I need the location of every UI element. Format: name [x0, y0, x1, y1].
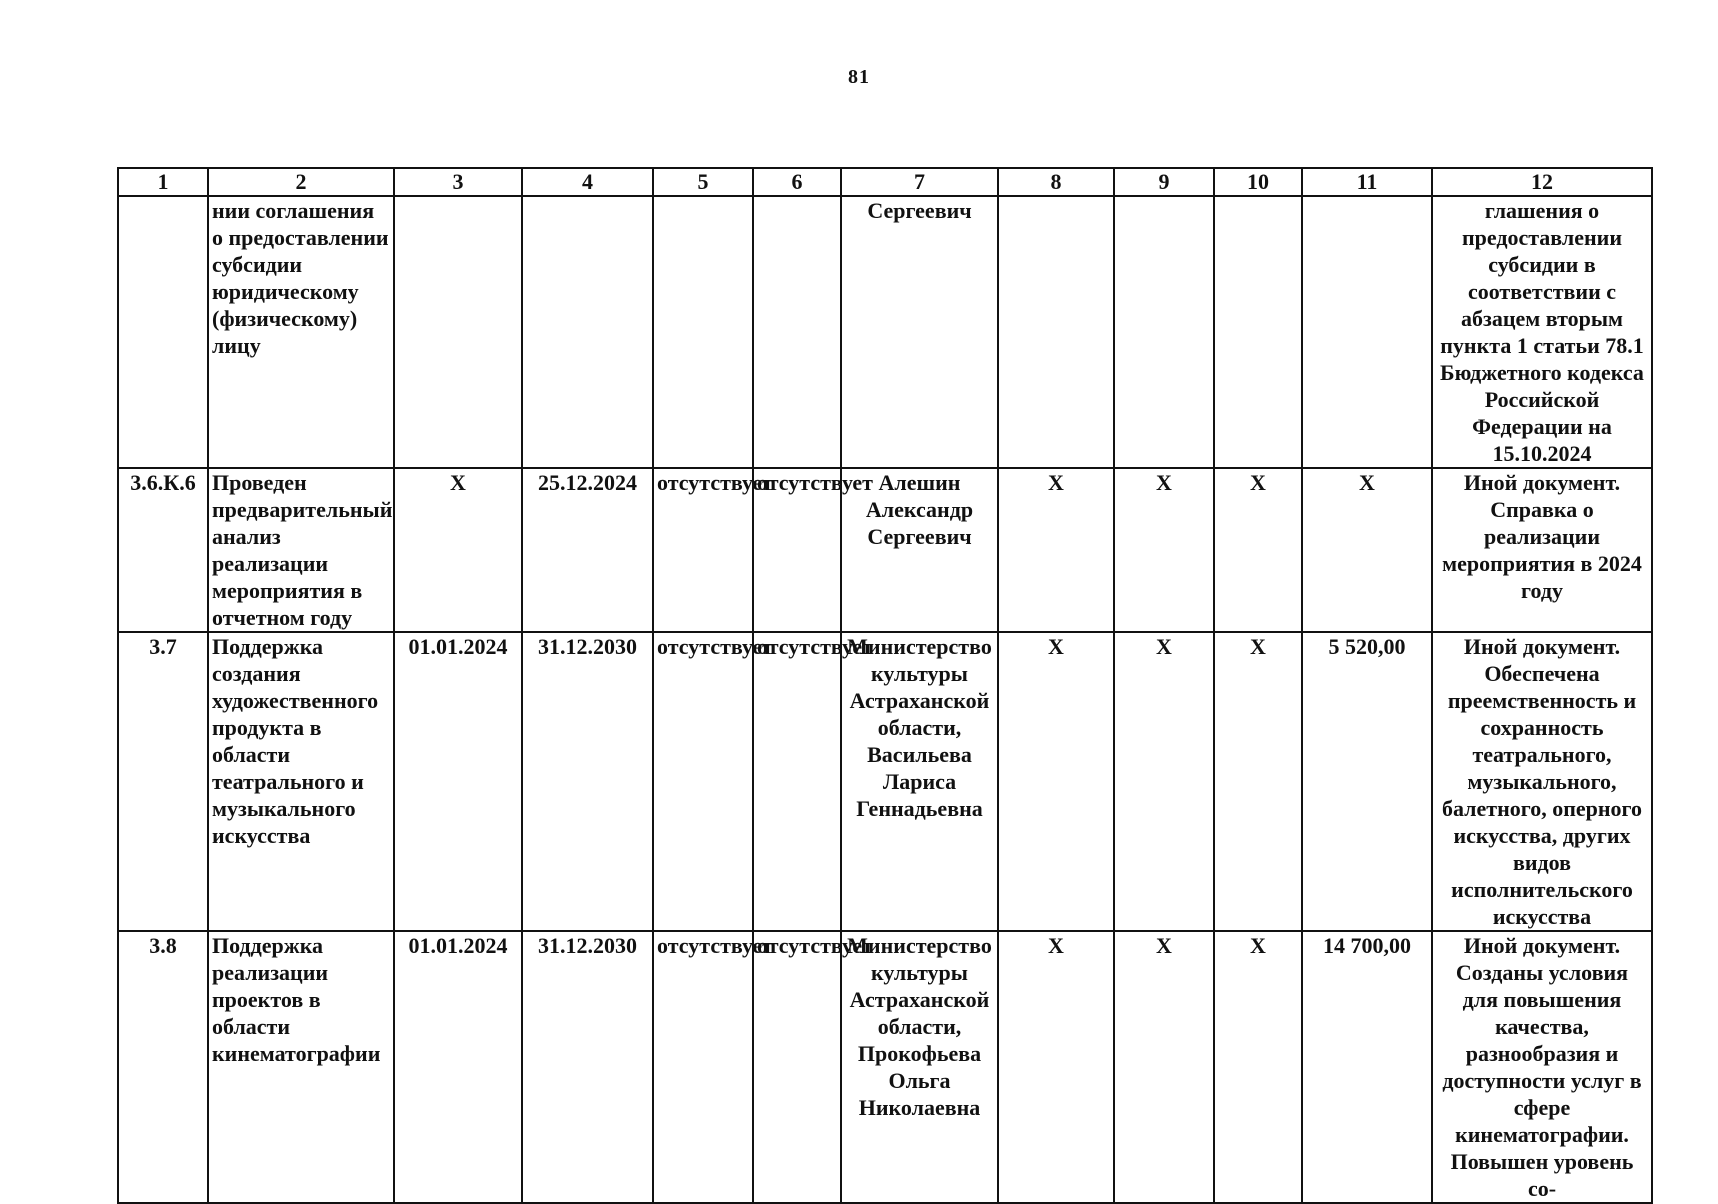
- document-cell: Иной документ. Созданы условия для повышения качества, разнообразия и доступности услуг в сфере кинематографии. Повышен уровень со-: [1432, 931, 1652, 1203]
- column-number: 3: [394, 168, 522, 196]
- column-number: 10: [1214, 168, 1302, 196]
- start-date-cell: [394, 196, 522, 468]
- column-number: 12: [1432, 168, 1652, 196]
- col9-cell: X: [1114, 931, 1214, 1203]
- activity-name-cell: нии соглашения о предоставлении субсидии юридическому (физическому) лицу: [208, 196, 394, 468]
- responsible-cell: Алешин Александр Сергеевич: [841, 468, 998, 632]
- col5-cell: [653, 196, 753, 468]
- activity-name-cell: Поддержка создания художественного продукта в области театрального и музыкального искусства: [208, 632, 394, 931]
- column-number: 4: [522, 168, 653, 196]
- page-number: 81: [848, 66, 870, 88]
- document-cell: глашения о предоставлении субсидии в соответствии с абзацем вторым пункта 1 статьи 78.1 Бюджетного кодекса Российской Федерации на 15.10.2024: [1432, 196, 1652, 468]
- start-date-cell: 01.01.2024: [394, 632, 522, 931]
- activities-table: [117, 167, 1653, 1204]
- col10-cell: [1214, 196, 1302, 468]
- col9-cell: X: [1114, 468, 1214, 632]
- responsible-cell: Сергеевич: [841, 196, 998, 468]
- end-date-cell: [522, 196, 653, 468]
- col6-cell: [753, 196, 841, 468]
- table-row: [118, 632, 1652, 931]
- amount-cell: 5 520,00: [1302, 632, 1432, 931]
- amount-cell: [1302, 196, 1432, 468]
- responsible-cell: Министерство культуры Астраханской области, Васильева Лариса Геннадьевна: [841, 632, 998, 931]
- col6-cell: отсутствует: [753, 931, 841, 1203]
- amount-cell: 14 700,00: [1302, 931, 1432, 1203]
- document-cell: Иной документ. Обеспечена преемственность и сохранность театрального, музыкального, балетного, оперного искусства, других видов исполнительского искусства: [1432, 632, 1652, 931]
- column-number: 5: [653, 168, 753, 196]
- col5-cell: отсутствует: [653, 931, 753, 1203]
- row-number-cell: 3.6.К.6: [118, 468, 208, 632]
- column-number: 11: [1302, 168, 1432, 196]
- table-row: [118, 468, 1652, 632]
- col10-cell: X: [1214, 931, 1302, 1203]
- column-number: 6: [753, 168, 841, 196]
- col6-cell: отсутствует: [753, 468, 841, 632]
- end-date-cell: 25.12.2024: [522, 468, 653, 632]
- col9-cell: [1114, 196, 1214, 468]
- start-date-cell: X: [394, 468, 522, 632]
- activity-name-cell: Поддержка реализации проектов в области кинематографии: [208, 931, 394, 1203]
- col8-cell: X: [998, 632, 1114, 931]
- start-date-cell: 01.01.2024: [394, 931, 522, 1203]
- document-cell: Иной документ. Справка о реализации мероприятия в 2024 году: [1432, 468, 1652, 632]
- row-number-cell: 3.8: [118, 931, 208, 1203]
- column-number: 9: [1114, 168, 1214, 196]
- col10-cell: X: [1214, 468, 1302, 632]
- activity-name-cell: Проведен предварительный анализ реализации мероприятия в отчетном году: [208, 468, 394, 632]
- column-number: 8: [998, 168, 1114, 196]
- row-number-cell: 3.7: [118, 632, 208, 931]
- column-number-row: [118, 168, 1652, 196]
- col5-cell: отсутствует: [653, 468, 753, 632]
- col8-cell: [998, 196, 1114, 468]
- col8-cell: X: [998, 468, 1114, 632]
- end-date-cell: 31.12.2030: [522, 931, 653, 1203]
- table-row: [118, 931, 1652, 1203]
- column-number: 2: [208, 168, 394, 196]
- col6-cell: отсутствует: [753, 632, 841, 931]
- responsible-cell: Министерство культуры Астраханской области, Прокофьева Ольга Николаевна: [841, 931, 998, 1203]
- col10-cell: X: [1214, 632, 1302, 931]
- column-number: 7: [841, 168, 998, 196]
- col8-cell: X: [998, 931, 1114, 1203]
- col5-cell: отсутствует: [653, 632, 753, 931]
- col9-cell: X: [1114, 632, 1214, 931]
- table-row: [118, 196, 1652, 468]
- row-number-cell: [118, 196, 208, 468]
- end-date-cell: 31.12.2030: [522, 632, 653, 931]
- column-number: 1: [118, 168, 208, 196]
- amount-cell: X: [1302, 468, 1432, 632]
